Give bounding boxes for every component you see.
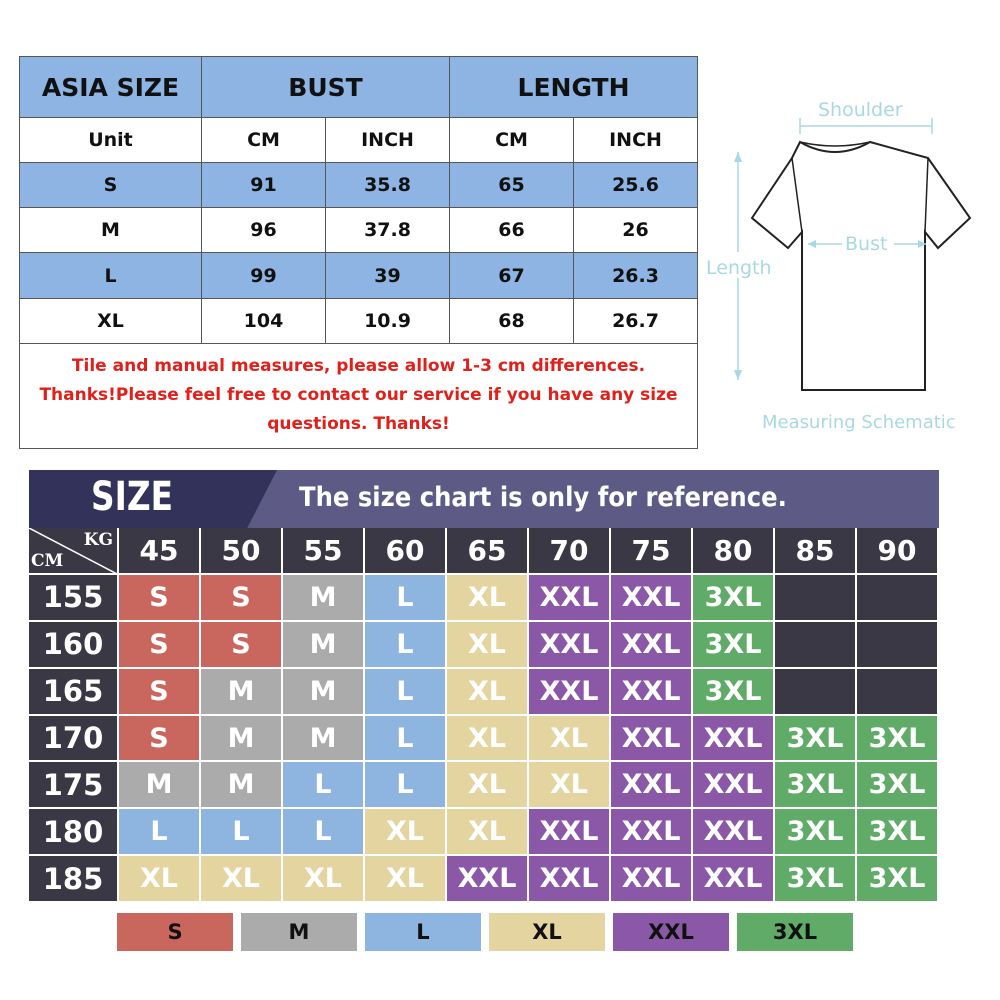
height-header: 155 bbox=[29, 575, 119, 622]
size-chart bbox=[29, 470, 939, 903]
size-cell: S bbox=[201, 575, 283, 622]
weight-header: 70 bbox=[529, 528, 611, 575]
legend-item-3xl: 3XL bbox=[737, 913, 853, 951]
table-row bbox=[20, 208, 698, 253]
table-row bbox=[20, 253, 698, 298]
table-cell: 91 bbox=[202, 163, 326, 208]
size-cell: M bbox=[201, 716, 283, 763]
empty-cell bbox=[775, 622, 857, 669]
table-cell: L bbox=[20, 253, 202, 298]
size-cell: XXL bbox=[529, 856, 611, 903]
size-cell: S bbox=[119, 716, 201, 763]
size-cell: XXL bbox=[611, 716, 693, 763]
legend-item-xl: XL bbox=[489, 913, 605, 951]
empty-cell bbox=[775, 575, 857, 622]
size-cell: XXL bbox=[611, 762, 693, 809]
header-asia-size: ASIA SIZE bbox=[20, 57, 202, 118]
measuring-schematic bbox=[700, 90, 990, 440]
empty-cell bbox=[857, 669, 939, 716]
size-cell: XXL bbox=[529, 622, 611, 669]
chart-subtitle: The size chart is only for reference. bbox=[299, 482, 787, 513]
chart-banner bbox=[29, 470, 939, 528]
table-cell: 10.9 bbox=[326, 298, 450, 343]
size-cell: XXL bbox=[447, 856, 529, 903]
size-cell: L bbox=[365, 669, 447, 716]
size-grid bbox=[29, 528, 939, 903]
height-header: 160 bbox=[29, 622, 119, 669]
size-cell: 3XL bbox=[693, 669, 775, 716]
unit-cell: CM bbox=[450, 118, 574, 163]
bust-label: Bust bbox=[845, 233, 888, 255]
size-cell: S bbox=[119, 622, 201, 669]
size-cell: 3XL bbox=[775, 856, 857, 903]
length-label: Length bbox=[706, 257, 772, 279]
size-cell: S bbox=[119, 575, 201, 622]
size-cell: 3XL bbox=[775, 716, 857, 763]
size-cell: L bbox=[365, 762, 447, 809]
weight-header: 80 bbox=[693, 528, 775, 575]
legend-item-l: L bbox=[365, 913, 481, 951]
table-cell: 66 bbox=[450, 208, 574, 253]
legend-item-s: S bbox=[117, 913, 233, 951]
table-cell: 25.6 bbox=[574, 163, 698, 208]
size-cell: XXL bbox=[693, 809, 775, 856]
table-cell: 104 bbox=[202, 298, 326, 343]
unit-cell: INCH bbox=[326, 118, 450, 163]
size-cell: 3XL bbox=[693, 622, 775, 669]
size-cell: XXL bbox=[611, 856, 693, 903]
note-line: Tile and manual measures, please allow 1-3 cm differences. bbox=[71, 356, 646, 377]
table-cell: 39 bbox=[326, 253, 450, 298]
size-cell: XL bbox=[283, 856, 365, 903]
size-cell: L bbox=[283, 809, 365, 856]
size-cell: S bbox=[119, 669, 201, 716]
size-cell: 3XL bbox=[857, 762, 939, 809]
note-line: Thanks!Please feel free to contact our service if you have any size bbox=[39, 385, 678, 406]
table-cell: 96 bbox=[202, 208, 326, 253]
table-cell: 67 bbox=[450, 253, 574, 298]
size-cell: XXL bbox=[611, 669, 693, 716]
height-header: 180 bbox=[29, 809, 119, 856]
empty-cell bbox=[775, 669, 857, 716]
size-cell: XL bbox=[529, 716, 611, 763]
size-cell: M bbox=[119, 762, 201, 809]
size-cell: XXL bbox=[611, 622, 693, 669]
size-cell: M bbox=[283, 575, 365, 622]
weight-header: 50 bbox=[201, 528, 283, 575]
size-cell: XXL bbox=[693, 762, 775, 809]
weight-header: 45 bbox=[119, 528, 201, 575]
note-cell bbox=[20, 343, 698, 448]
size-cell: XL bbox=[119, 856, 201, 903]
size-cell: XXL bbox=[529, 669, 611, 716]
cm-axis-label: CM bbox=[31, 551, 64, 571]
size-cell: M bbox=[283, 716, 365, 763]
size-cell: XXL bbox=[693, 856, 775, 903]
height-header: 175 bbox=[29, 762, 119, 809]
size-cell: 3XL bbox=[857, 856, 939, 903]
size-cell: L bbox=[201, 809, 283, 856]
size-cell: 3XL bbox=[857, 716, 939, 763]
size-cell: XL bbox=[447, 622, 529, 669]
size-cell: 3XL bbox=[693, 575, 775, 622]
note-line: questions. Thanks! bbox=[267, 414, 450, 435]
size-cell: 3XL bbox=[775, 809, 857, 856]
size-cell: XL bbox=[365, 856, 447, 903]
table-header-row bbox=[20, 57, 698, 118]
table-cell: 65 bbox=[450, 163, 574, 208]
size-cell: XL bbox=[447, 669, 529, 716]
table-cell: 35.8 bbox=[326, 163, 450, 208]
empty-cell bbox=[857, 622, 939, 669]
size-cell: XXL bbox=[693, 716, 775, 763]
size-cell: M bbox=[201, 669, 283, 716]
table-cell: 37.8 bbox=[326, 208, 450, 253]
table-cell: XL bbox=[20, 298, 202, 343]
size-cell: L bbox=[365, 622, 447, 669]
height-header: 165 bbox=[29, 669, 119, 716]
size-cell: M bbox=[201, 762, 283, 809]
size-cell: 3XL bbox=[775, 762, 857, 809]
asia-size-table bbox=[19, 56, 698, 449]
size-cell: XL bbox=[447, 716, 529, 763]
unit-cell: CM bbox=[202, 118, 326, 163]
weight-header: 55 bbox=[283, 528, 365, 575]
table-row bbox=[20, 298, 698, 343]
size-cell: M bbox=[283, 669, 365, 716]
size-cell: L bbox=[119, 809, 201, 856]
kg-axis-label: KG bbox=[83, 530, 113, 550]
size-cell: XL bbox=[201, 856, 283, 903]
size-cell: L bbox=[365, 575, 447, 622]
size-cell: M bbox=[283, 622, 365, 669]
legend-item-xxl: XXL bbox=[613, 913, 729, 951]
table-cell: S bbox=[20, 163, 202, 208]
table-row bbox=[20, 163, 698, 208]
size-cell: XXL bbox=[611, 575, 693, 622]
size-cell: XL bbox=[529, 762, 611, 809]
table-cell: 26 bbox=[574, 208, 698, 253]
size-cell: L bbox=[365, 716, 447, 763]
legend-item-m: M bbox=[241, 913, 357, 951]
size-cell: L bbox=[283, 762, 365, 809]
size-cell: XL bbox=[447, 762, 529, 809]
tshirt-icon bbox=[752, 142, 970, 390]
size-cell: S bbox=[201, 622, 283, 669]
table-cell: 26.7 bbox=[574, 298, 698, 343]
shoulder-label: Shoulder bbox=[818, 99, 903, 121]
height-header: 185 bbox=[29, 856, 119, 903]
unit-cell: INCH bbox=[574, 118, 698, 163]
size-legend bbox=[117, 913, 857, 953]
table-cell: 26.3 bbox=[574, 253, 698, 298]
grid-corner bbox=[29, 528, 119, 575]
height-header: 170 bbox=[29, 716, 119, 763]
table-cell: M bbox=[20, 208, 202, 253]
table-cell: 68 bbox=[450, 298, 574, 343]
size-cell: XL bbox=[365, 809, 447, 856]
unit-row bbox=[20, 118, 698, 163]
weight-header: 65 bbox=[447, 528, 529, 575]
weight-header: 75 bbox=[611, 528, 693, 575]
weight-header: 90 bbox=[857, 528, 939, 575]
chart-title: SIZE bbox=[91, 474, 174, 520]
size-cell: XXL bbox=[529, 575, 611, 622]
header-length: LENGTH bbox=[450, 57, 698, 118]
note-row bbox=[20, 343, 698, 448]
size-cell: XL bbox=[447, 809, 529, 856]
size-cell: 3XL bbox=[857, 809, 939, 856]
table-cell: 99 bbox=[202, 253, 326, 298]
unit-cell: Unit bbox=[20, 118, 202, 163]
size-cell: XL bbox=[447, 575, 529, 622]
weight-header: 60 bbox=[365, 528, 447, 575]
header-bust: BUST bbox=[202, 57, 450, 118]
weight-header: 85 bbox=[775, 528, 857, 575]
schematic-caption: Measuring Schematic bbox=[762, 412, 956, 433]
size-cell: XXL bbox=[611, 809, 693, 856]
empty-cell bbox=[857, 575, 939, 622]
size-cell: XXL bbox=[529, 809, 611, 856]
